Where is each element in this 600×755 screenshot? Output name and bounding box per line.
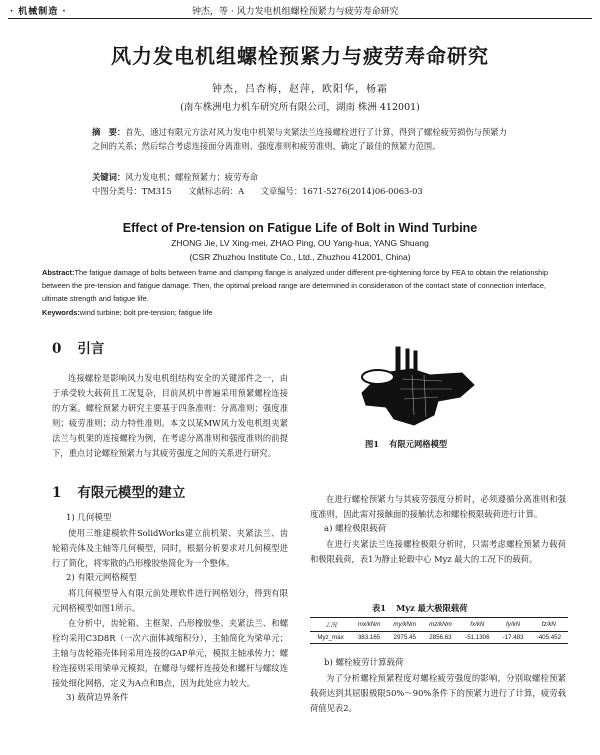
figure-number: 图1 bbox=[365, 439, 380, 449]
journal-section-label: · 机械制造 · bbox=[10, 7, 67, 17]
keywords-en-label: Keywords: bbox=[42, 308, 80, 317]
abstract-en-text: The fatigue damage of bolts between frame and clamping flange is analyzed under different pre-tightening force by FEA to obtain the relationship between the pre-tension and fatigue damage. Then, the optimal preload range are determined in consideration of the contact state of connection interface, ultimate strength and fatigue life. bbox=[42, 268, 549, 303]
abstract-en bbox=[42, 266, 562, 305]
section-heading-intro bbox=[52, 342, 288, 357]
section-title: 有限元模型的建立 bbox=[77, 485, 186, 501]
article-number: 文章编号：1671-5276(2014)06-0063-03 bbox=[260, 186, 423, 196]
table-cell: -51.1306 bbox=[458, 632, 496, 644]
abstract-en-label: Abstract: bbox=[42, 268, 75, 277]
table-row bbox=[310, 632, 568, 644]
section-title: 引言 bbox=[77, 341, 105, 357]
header-rule bbox=[8, 18, 592, 19]
table-header-cell: mx/kNm bbox=[351, 618, 387, 632]
subsection-ultimate-load: a) 螺栓极限载荷 bbox=[324, 524, 387, 534]
table-cell: 383.165 bbox=[351, 632, 387, 644]
subsection-fatigue-load: b) 螺栓疲劳计算载荷 bbox=[324, 658, 404, 668]
subsection-geometry: 1) 几何模型 bbox=[66, 513, 112, 523]
keywords-zh bbox=[92, 170, 512, 184]
fe-mesh-model-image bbox=[342, 345, 492, 435]
table-header-cell: my/kNm bbox=[387, 618, 423, 632]
criteria-paragraph: 在进行螺栓预紧力与其疲劳强度分析时，必须遵循分离准则和强度准则，因此需对接触面的接触状态和螺栓极限载荷进行计算。 bbox=[310, 494, 566, 519]
table-header-cell: fz/kN bbox=[530, 618, 568, 632]
subsection-mesh: 2) 有限元网格模型 bbox=[66, 573, 137, 583]
running-header bbox=[0, 0, 600, 20]
keywords-zh-label: 关键词： bbox=[92, 172, 126, 182]
section-heading-fem bbox=[52, 486, 288, 501]
affiliation-zh: (南车株洲电力机车研究所有限公司，湖南 株洲 412001) bbox=[180, 102, 420, 113]
table-header-cell: mz/kNm bbox=[423, 618, 459, 632]
table-header-row bbox=[310, 618, 568, 632]
affiliation-en: (CSR Zhuzhou Institute Co., Ltd., Zhuzhou 412001, China) bbox=[189, 252, 411, 262]
keywords-zh-text: 风力发电机；螺栓预紧力；疲劳寿命 bbox=[125, 172, 258, 182]
clc-number: 中图分类号：TM315 bbox=[92, 186, 172, 196]
fatigue-load-paragraph: 为了分析螺栓预紧程度对螺栓疲劳强度的影响，分别取螺栓预紧载荷达到其屈服极限50%～90%条件下的预紧力进行了计算，疲劳载荷值见表2。 bbox=[310, 673, 566, 713]
section-number: 0 bbox=[52, 341, 62, 357]
document-code: 文献标志码：A bbox=[188, 186, 245, 196]
paper-title-zh: 风力发电机组螺栓预紧力与疲劳寿命研究 bbox=[111, 44, 489, 68]
left-column-intro bbox=[52, 342, 288, 461]
keywords-en-text: wind turbine; bolt pre-tension; fatigue life bbox=[79, 308, 213, 317]
right-column-upper bbox=[310, 492, 566, 567]
elements-paragraph: 在分析中，齿轮箱、主框架、凸形橡胶垫、夹紧法兰、和螺栓均采用C3D8R（一次六面体减缩积分），主轴简化为梁单元；主轴与齿轮箱壳体间采用连接的GAP单元，模拟主轴承传力；螺栓连接则采用梁单元模拟，在螺母与螺杆连接处和螺杆与螺纹连接处细化网格，定义为A点和B点，因为此处应力较大。 bbox=[52, 618, 288, 688]
ultimate-load-paragraph: 在进行夹紧法兰连接螺栓极限分析时，只需考虑螺栓预紧力载荷和极限载荷，表1为静止轮毂中心 Myz 最大的工况下的载荷。 bbox=[310, 539, 566, 564]
table-header-cell: fx/kN bbox=[458, 618, 496, 632]
table-cell: 2856.63 bbox=[423, 632, 459, 644]
abstract-zh-label: 摘 要： bbox=[92, 127, 126, 137]
abstract-zh bbox=[92, 125, 512, 153]
table-cell: -17.483 bbox=[496, 632, 529, 644]
table-cell: Myz_max bbox=[310, 632, 351, 644]
table-1-caption bbox=[372, 602, 477, 614]
intro-paragraph: 连接螺栓是影响风力发电机组结构安全的关键部件之一，由于承受较大载荷且工况复杂，目前风机中普遍采用预紧螺栓连接的方案。螺栓预紧力研究主要基于四条准则：分离准则；强度准则；疲劳准则；动力特性准则。本文以某MW风力发电机组夹紧法兰与机架的连接螺栓为例，在考虑分离准则和强度准则的前提下，重点讨论螺栓预紧力与其疲劳强度之间的关系进行研究。 bbox=[52, 373, 288, 458]
ultimate-load-table bbox=[310, 617, 568, 644]
figure-caption-text: 有限元网格模型 bbox=[389, 439, 448, 449]
classification-line bbox=[92, 185, 522, 197]
section-number: 1 bbox=[52, 485, 62, 501]
table-caption-text: Myz 最大极限载荷 bbox=[396, 603, 468, 613]
abstract-zh-text: 首先，通过有限元方法对风力发电中机架与夹紧法兰连接螺栓进行了计算，得到了螺栓疲劳损伤与预紧力之间的关系；然后综合考虑连接面分离准则、强度准则和疲劳准则，确定了最佳的预紧力范围。 bbox=[92, 127, 507, 151]
authors-en: ZHONG Jie, LV Xing-mei, ZHAO Ping, OU Yang-hua, YANG Shuang bbox=[171, 238, 429, 248]
paper-title-en: Effect of Pre-tension on Fatigue Life of Bolt in Wind Turbine bbox=[122, 221, 478, 235]
subsection-loads: 3) 载荷边界条件 bbox=[66, 693, 129, 703]
left-column-fem bbox=[52, 486, 288, 706]
keywords-en bbox=[42, 306, 562, 319]
table-number: 表1 bbox=[372, 603, 387, 613]
right-column-lower bbox=[310, 656, 566, 716]
geometry-paragraph: 使用三维建模软件SolidWorks建立前机架、夹紧法兰、齿轮箱壳体及主轴等几何模型，同时，根据分析要求对几何模型进行了简化，将零散的凸形橡胶垫简化为一个整体。 bbox=[52, 528, 288, 568]
table-header-cell: fy/kN bbox=[496, 618, 529, 632]
figure-1-caption bbox=[365, 438, 457, 450]
fe-mesh-figure bbox=[342, 345, 492, 435]
table-header-cell: 工况 bbox=[310, 618, 351, 632]
table-cell: -405.452 bbox=[530, 632, 568, 644]
table-cell: 2975.45 bbox=[387, 632, 423, 644]
authors-zh: 钟杰，吕杏梅，赵萍，欧阳华，杨霜 bbox=[212, 84, 388, 95]
mesh-paragraph: 将几何模型导入有限元前处理软件进行网格划分，得到有限元网格模型如图1所示。 bbox=[52, 588, 288, 613]
running-title: 钟杰，等 · 风力发电机组螺栓预紧力与疲劳寿命研究 bbox=[192, 7, 399, 17]
